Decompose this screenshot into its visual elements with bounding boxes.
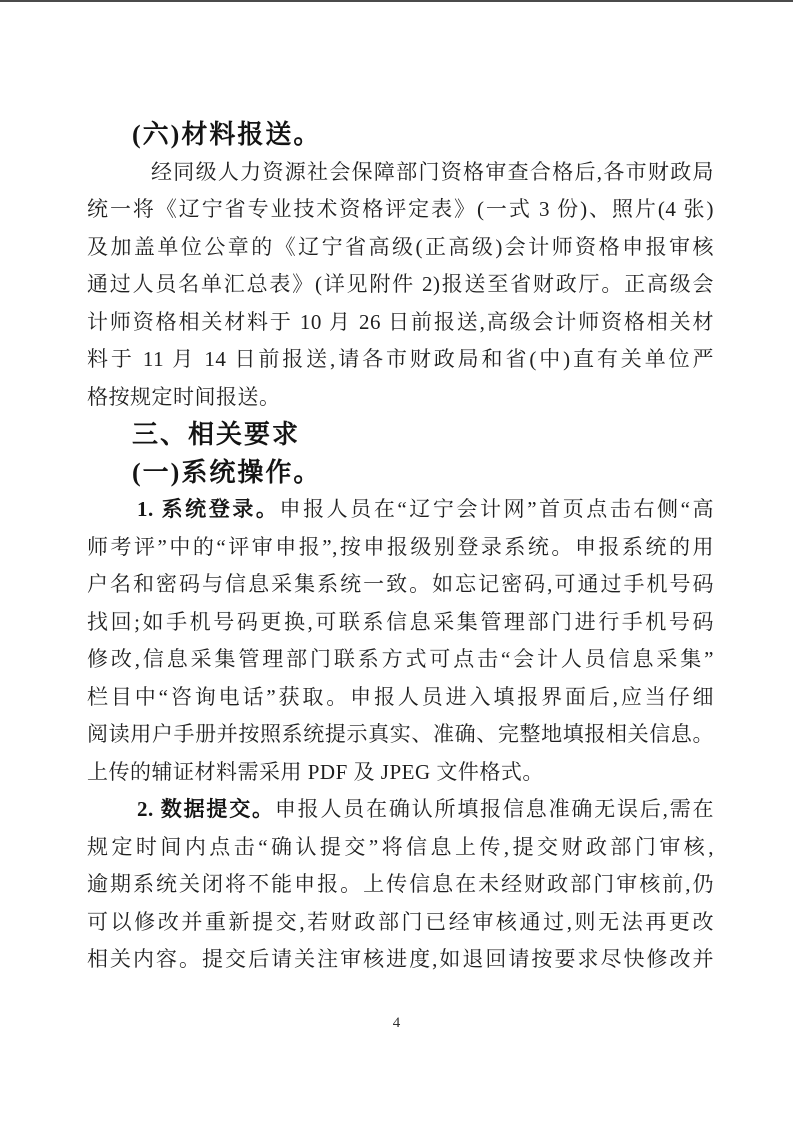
paragraph-line: 逾期系统关闭将不能申报。上传信息在未经财政部门审核前,仍 bbox=[87, 872, 714, 896]
heading-material-submission: (六)材料报送。 bbox=[132, 120, 322, 149]
bold-lead-system-login: 1. 系统登录。 bbox=[137, 497, 280, 521]
paragraph-line: 料于 11 月 14 日前报送,请各市财政局和省(中)直有关单位严 bbox=[87, 347, 714, 371]
paragraph-text: 申报人员在确认所填报信息准确无误后,需在 bbox=[274, 797, 715, 821]
scan-top-edge-line bbox=[0, 0, 793, 2]
paragraph-line: 栏目中“咨询电话”获取。申报人员进入填报界面后,应当仔细 bbox=[87, 684, 714, 709]
paragraph-line: 相关内容。提交后请关注审核进度,如退回请按要求尽快修改并 bbox=[87, 947, 714, 971]
paragraph-line: 规定时间内点击“确认提交”将信息上传,提交财政部门审核, bbox=[87, 834, 714, 859]
paragraph-line: 可以修改并重新提交,若财政部门已经审核通过,则无法再更改 bbox=[87, 909, 714, 934]
paragraph-line: 通过人员名单汇总表》(详见附件 2)报送至省财政厅。正高级会 bbox=[87, 272, 714, 296]
paragraph-line: 及加盖单位公章的《辽宁省高级(正高级)会计师资格申报审核 bbox=[87, 234, 714, 259]
heading-related-requirements: 三、相关要求 bbox=[132, 419, 301, 449]
paragraph-line: 阅读用户手册并按照系统提示真实、准确、完整地填报相关信息。 bbox=[87, 722, 714, 746]
paragraph-line: 格按规定时间报送。 bbox=[87, 384, 281, 409]
paragraph-line: 找回;如手机号码更换,可联系信息采集管理部门进行手机号码 bbox=[87, 609, 714, 634]
paragraph-line: 修改,信息采集管理部门联系方式可点击“会计人员信息采集” bbox=[87, 647, 714, 671]
paragraph-line bbox=[87, 491, 714, 529]
heading-system-operation: (一)系统操作。 bbox=[132, 457, 322, 487]
paragraph-text: 申报人员在“辽宁会计网”首页点击右侧“高 bbox=[279, 497, 715, 521]
paragraph-line: 户名和密码与信息采集系统一致。如忘记密码,可通过手机号码 bbox=[87, 572, 714, 596]
paragraph-line: 统一将《辽宁省专业技术资格评定表》(一式 3 份)、照片(4 张) bbox=[87, 197, 714, 221]
paragraph-line: 上传的辅证材料需采用 PDF 及 JPEG 文件格式。 bbox=[87, 759, 544, 784]
paragraph-line bbox=[87, 791, 714, 829]
paragraph-line: 师考评”中的“评审申报”,按申报级别登录系统。申报系统的用 bbox=[87, 534, 714, 559]
paragraph-line: 经同级人力资源社会保障部门资格审查合格后,各市财政局 bbox=[151, 159, 714, 184]
paragraph-line: 计师资格相关材料于 10 月 26 日前报送,高级会计师资格相关材 bbox=[87, 309, 714, 334]
bold-lead-data-submission: 2. 数据提交。 bbox=[137, 797, 275, 821]
document-body bbox=[87, 116, 714, 979]
page-number: 4 bbox=[392, 1015, 401, 1031]
